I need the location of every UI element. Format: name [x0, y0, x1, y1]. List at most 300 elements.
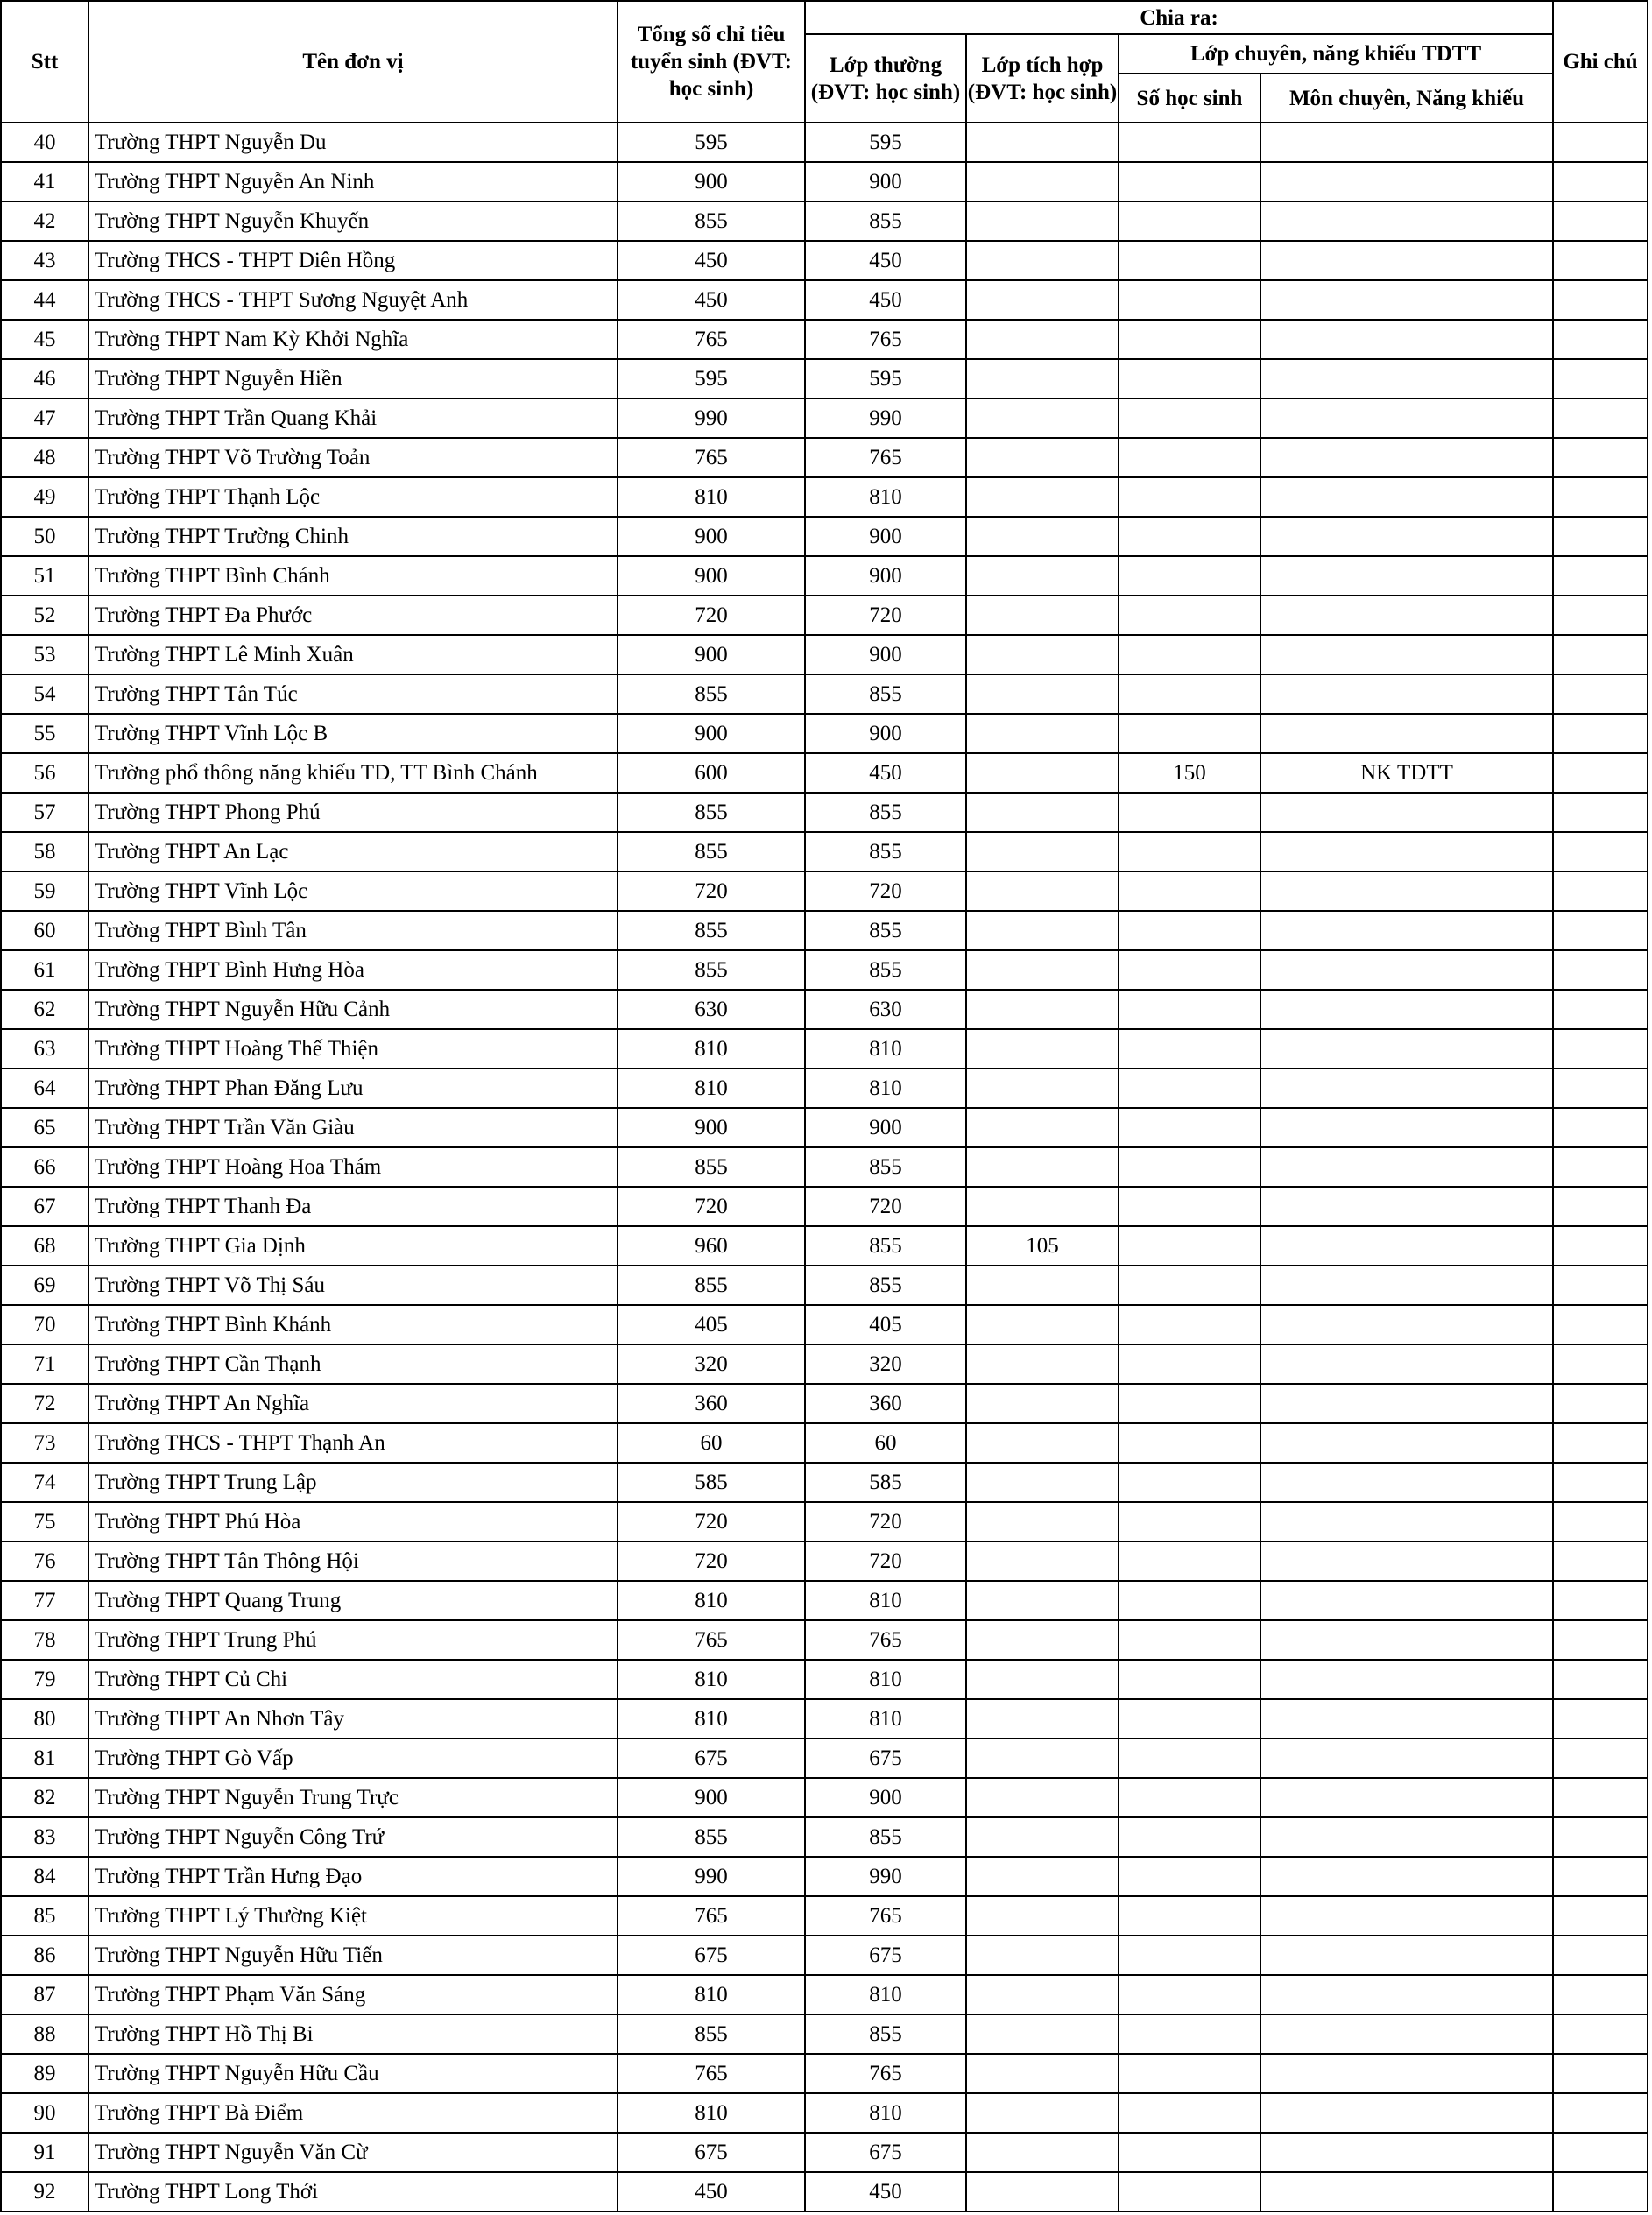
- cell-regular-class: 765: [805, 2054, 966, 2093]
- cell-student-count: [1119, 832, 1260, 871]
- cell-stt: 59: [1, 871, 88, 911]
- table-row: [1, 1620, 1648, 1660]
- cell-unit-name: Trường THPT Thạnh Lộc: [88, 477, 618, 517]
- cell-note: [1553, 399, 1648, 438]
- cell-note: [1553, 2014, 1648, 2054]
- cell-regular-class: 855: [805, 201, 966, 241]
- table-row: [1, 753, 1648, 793]
- cell-regular-class: 990: [805, 399, 966, 438]
- cell-note: [1553, 1069, 1648, 1108]
- cell-regular-class: 675: [805, 2133, 966, 2172]
- table-row: [1, 871, 1648, 911]
- cell-note: [1553, 1226, 1648, 1266]
- cell-total-quota: 855: [618, 1147, 805, 1187]
- cell-student-count: [1119, 1817, 1260, 1857]
- cell-stt: 64: [1, 1069, 88, 1108]
- cell-note: [1553, 1896, 1648, 1936]
- cell-total-quota: 405: [618, 1305, 805, 1344]
- cell-stt: 78: [1, 1620, 88, 1660]
- cell-student-count: [1119, 1305, 1260, 1344]
- cell-regular-class: 450: [805, 280, 966, 320]
- cell-regular-class: 450: [805, 2172, 966, 2211]
- cell-regular-class: 990: [805, 1857, 966, 1896]
- cell-specialized-subject: [1260, 1502, 1553, 1541]
- table-row: [1, 2054, 1648, 2093]
- cell-note: [1553, 556, 1648, 596]
- cell-stt: 85: [1, 1896, 88, 1936]
- cell-unit-name: Trường THPT Vĩnh Lộc: [88, 871, 618, 911]
- table-row: [1, 1305, 1648, 1344]
- cell-specialized-subject: [1260, 1817, 1553, 1857]
- cell-specialized-subject: [1260, 1620, 1553, 1660]
- header-specialized-class: Lớp chuyên, năng khiếu TDTT: [1119, 34, 1553, 74]
- cell-total-quota: 855: [618, 2014, 805, 2054]
- cell-student-count: [1119, 1739, 1260, 1778]
- cell-total-quota: 720: [618, 1187, 805, 1226]
- cell-specialized-subject: [1260, 438, 1553, 477]
- cell-student-count: [1119, 1541, 1260, 1581]
- table-row: [1, 438, 1648, 477]
- table-row: [1, 1463, 1648, 1502]
- cell-integrated-class: [966, 832, 1119, 871]
- cell-specialized-subject: [1260, 2093, 1553, 2133]
- cell-regular-class: 900: [805, 1108, 966, 1147]
- cell-student-count: [1119, 793, 1260, 832]
- cell-total-quota: 855: [618, 1817, 805, 1857]
- cell-student-count: [1119, 714, 1260, 753]
- cell-total-quota: 900: [618, 556, 805, 596]
- cell-note: [1553, 1147, 1648, 1187]
- cell-student-count: [1119, 1384, 1260, 1423]
- table-row: [1, 1896, 1648, 1936]
- cell-note: [1553, 1739, 1648, 1778]
- cell-stt: 48: [1, 438, 88, 477]
- cell-student-count: [1119, 556, 1260, 596]
- table-row: [1, 359, 1648, 399]
- cell-specialized-subject: [1260, 1463, 1553, 1502]
- cell-integrated-class: [966, 1739, 1119, 1778]
- cell-integrated-class: [966, 1896, 1119, 1936]
- cell-unit-name: Trường THPT Nguyễn Hữu Cảnh: [88, 990, 618, 1029]
- cell-regular-class: 720: [805, 1541, 966, 1581]
- cell-regular-class: 855: [805, 1147, 966, 1187]
- cell-total-quota: 855: [618, 832, 805, 871]
- cell-integrated-class: [966, 201, 1119, 241]
- cell-integrated-class: [966, 674, 1119, 714]
- cell-stt: 57: [1, 793, 88, 832]
- cell-unit-name: Trường THPT Bà Điểm: [88, 2093, 618, 2133]
- cell-stt: 56: [1, 753, 88, 793]
- cell-integrated-class: [966, 1463, 1119, 1502]
- cell-stt: 74: [1, 1463, 88, 1502]
- cell-integrated-class: [966, 1147, 1119, 1187]
- cell-unit-name: Trường THPT Nguyễn Công Trứ: [88, 1817, 618, 1857]
- table-row: [1, 793, 1648, 832]
- cell-student-count: [1119, 1108, 1260, 1147]
- cell-student-count: [1119, 477, 1260, 517]
- cell-specialized-subject: [1260, 517, 1553, 556]
- cell-integrated-class: [966, 2093, 1119, 2133]
- cell-stt: 61: [1, 950, 88, 990]
- cell-total-quota: 855: [618, 674, 805, 714]
- cell-stt: 49: [1, 477, 88, 517]
- cell-note: [1553, 1029, 1648, 1069]
- cell-stt: 73: [1, 1423, 88, 1463]
- cell-unit-name: Trường THPT Đa Phước: [88, 596, 618, 635]
- cell-total-quota: 855: [618, 1266, 805, 1305]
- table-row: [1, 1344, 1648, 1384]
- cell-total-quota: 320: [618, 1344, 805, 1384]
- cell-regular-class: 720: [805, 596, 966, 635]
- cell-note: [1553, 793, 1648, 832]
- table-row: [1, 950, 1648, 990]
- cell-stt: 53: [1, 635, 88, 674]
- cell-stt: 51: [1, 556, 88, 596]
- cell-stt: 69: [1, 1266, 88, 1305]
- cell-unit-name: Trường THPT Lê Minh Xuân: [88, 635, 618, 674]
- table-row: [1, 2093, 1648, 2133]
- cell-note: [1553, 280, 1648, 320]
- cell-total-quota: 810: [618, 2093, 805, 2133]
- cell-note: [1553, 753, 1648, 793]
- cell-student-count: [1119, 241, 1260, 280]
- cell-stt: 72: [1, 1384, 88, 1423]
- cell-stt: 41: [1, 162, 88, 201]
- cell-integrated-class: [966, 241, 1119, 280]
- cell-unit-name: Trường THPT Thanh Đa: [88, 1187, 618, 1226]
- table-row: [1, 1778, 1648, 1817]
- cell-regular-class: 855: [805, 2014, 966, 2054]
- cell-specialized-subject: [1260, 1975, 1553, 2014]
- table-header: [1, 1, 1648, 123]
- cell-unit-name: Trường THPT Gò Vấp: [88, 1739, 618, 1778]
- cell-stt: 62: [1, 990, 88, 1029]
- cell-integrated-class: [966, 1344, 1119, 1384]
- cell-unit-name: Trường THPT Hồ Thị Bi: [88, 2014, 618, 2054]
- cell-unit-name: Trường THPT Trung Phú: [88, 1620, 618, 1660]
- cell-specialized-subject: [1260, 1857, 1553, 1896]
- cell-total-quota: 595: [618, 359, 805, 399]
- cell-specialized-subject: [1260, 1699, 1553, 1739]
- cell-regular-class: 585: [805, 1463, 966, 1502]
- cell-student-count: [1119, 1896, 1260, 1936]
- cell-unit-name: Trường THPT Nam Kỳ Khởi Nghĩa: [88, 320, 618, 359]
- cell-stt: 45: [1, 320, 88, 359]
- cell-regular-class: 405: [805, 1305, 966, 1344]
- cell-regular-class: 810: [805, 1581, 966, 1620]
- cell-student-count: [1119, 2014, 1260, 2054]
- cell-specialized-subject: [1260, 1069, 1553, 1108]
- table-row: [1, 1857, 1648, 1896]
- cell-total-quota: 810: [618, 477, 805, 517]
- cell-unit-name: Trường THCS - THPT Diên Hồng: [88, 241, 618, 280]
- cell-integrated-class: [966, 162, 1119, 201]
- cell-unit-name: Trường THPT Hoàng Hoa Thám: [88, 1147, 618, 1187]
- cell-note: [1553, 635, 1648, 674]
- cell-stt: 75: [1, 1502, 88, 1541]
- cell-stt: 42: [1, 201, 88, 241]
- cell-student-count: 150: [1119, 753, 1260, 793]
- cell-student-count: [1119, 1266, 1260, 1305]
- cell-regular-class: 675: [805, 1739, 966, 1778]
- table-row: [1, 635, 1648, 674]
- cell-regular-class: 720: [805, 871, 966, 911]
- cell-unit-name: Trường THPT Trường Chinh: [88, 517, 618, 556]
- table-row: [1, 1699, 1648, 1739]
- table-row: [1, 1384, 1648, 1423]
- cell-total-quota: 450: [618, 2172, 805, 2211]
- cell-specialized-subject: [1260, 1423, 1553, 1463]
- cell-total-quota: 720: [618, 1541, 805, 1581]
- header-specialized-subject: Môn chuyên, Năng khiếu: [1260, 74, 1553, 123]
- cell-stt: 40: [1, 123, 88, 162]
- cell-student-count: [1119, 2093, 1260, 2133]
- header-breakdown: Chia ra:: [805, 1, 1553, 34]
- cell-integrated-class: [966, 2014, 1119, 2054]
- cell-note: [1553, 1975, 1648, 2014]
- cell-stt: 52: [1, 596, 88, 635]
- cell-total-quota: 765: [618, 2054, 805, 2093]
- cell-stt: 89: [1, 2054, 88, 2093]
- table-row: [1, 201, 1648, 241]
- cell-total-quota: 765: [618, 1896, 805, 1936]
- cell-total-quota: 675: [618, 2133, 805, 2172]
- cell-regular-class: 855: [805, 1226, 966, 1266]
- cell-integrated-class: [966, 1108, 1119, 1147]
- cell-regular-class: 810: [805, 1029, 966, 1069]
- cell-unit-name: Trường THPT Phú Hòa: [88, 1502, 618, 1541]
- cell-unit-name: Trường THPT Quang Trung: [88, 1581, 618, 1620]
- table-row: [1, 832, 1648, 871]
- cell-stt: 65: [1, 1108, 88, 1147]
- cell-regular-class: 720: [805, 1502, 966, 1541]
- cell-unit-name: Trường THPT Nguyễn Hữu Cầu: [88, 2054, 618, 2093]
- cell-integrated-class: [966, 359, 1119, 399]
- cell-note: [1553, 438, 1648, 477]
- cell-integrated-class: [966, 1502, 1119, 1541]
- cell-student-count: [1119, 123, 1260, 162]
- table-row: [1, 1502, 1648, 1541]
- cell-student-count: [1119, 1344, 1260, 1384]
- cell-specialized-subject: [1260, 1581, 1553, 1620]
- cell-unit-name: Trường phổ thông năng khiếu TD, TT Bình Chánh: [88, 753, 618, 793]
- table-row: [1, 399, 1648, 438]
- cell-specialized-subject: [1260, 201, 1553, 241]
- cell-total-quota: 900: [618, 1108, 805, 1147]
- cell-total-quota: 600: [618, 753, 805, 793]
- cell-integrated-class: [966, 320, 1119, 359]
- cell-total-quota: 360: [618, 1384, 805, 1423]
- cell-unit-name: Trường THPT Gia Định: [88, 1226, 618, 1266]
- cell-integrated-class: [966, 1660, 1119, 1699]
- cell-student-count: [1119, 1423, 1260, 1463]
- cell-total-quota: 810: [618, 1069, 805, 1108]
- table-row: [1, 714, 1648, 753]
- cell-stt: 54: [1, 674, 88, 714]
- cell-integrated-class: [966, 1620, 1119, 1660]
- cell-student-count: [1119, 1029, 1260, 1069]
- cell-unit-name: Trường THPT Trần Văn Giàu: [88, 1108, 618, 1147]
- cell-specialized-subject: [1260, 1660, 1553, 1699]
- cell-total-quota: 720: [618, 871, 805, 911]
- cell-regular-class: 810: [805, 2093, 966, 2133]
- table-row: [1, 911, 1648, 950]
- cell-total-quota: 765: [618, 320, 805, 359]
- cell-note: [1553, 201, 1648, 241]
- cell-integrated-class: [966, 793, 1119, 832]
- cell-student-count: [1119, 1226, 1260, 1266]
- table-row: [1, 162, 1648, 201]
- cell-regular-class: 595: [805, 359, 966, 399]
- cell-regular-class: 900: [805, 1778, 966, 1817]
- cell-regular-class: 855: [805, 1266, 966, 1305]
- header-student-count: Số học sinh: [1119, 74, 1260, 123]
- cell-integrated-class: [966, 1541, 1119, 1581]
- table-row: [1, 2014, 1648, 2054]
- cell-regular-class: 900: [805, 517, 966, 556]
- cell-unit-name: Trường THPT Long Thới: [88, 2172, 618, 2211]
- cell-specialized-subject: [1260, 1541, 1553, 1581]
- table-row: [1, 280, 1648, 320]
- cell-integrated-class: [966, 1857, 1119, 1896]
- cell-total-quota: 810: [618, 1699, 805, 1739]
- cell-integrated-class: [966, 477, 1119, 517]
- cell-note: [1553, 162, 1648, 201]
- cell-unit-name: Trường THCS - THPT Thạnh An: [88, 1423, 618, 1463]
- cell-stt: 58: [1, 832, 88, 871]
- cell-specialized-subject: [1260, 280, 1553, 320]
- cell-note: [1553, 1660, 1648, 1699]
- cell-unit-name: Trường THPT Nguyễn Hiền: [88, 359, 618, 399]
- cell-student-count: [1119, 399, 1260, 438]
- cell-student-count: [1119, 1581, 1260, 1620]
- cell-regular-class: 450: [805, 241, 966, 280]
- table-body: [1, 123, 1648, 2211]
- cell-unit-name: Trường THPT Nguyễn Trung Trực: [88, 1778, 618, 1817]
- table-row: [1, 477, 1648, 517]
- cell-specialized-subject: [1260, 399, 1553, 438]
- cell-specialized-subject: [1260, 123, 1553, 162]
- cell-total-quota: 900: [618, 517, 805, 556]
- cell-note: [1553, 123, 1648, 162]
- cell-regular-class: 595: [805, 123, 966, 162]
- cell-total-quota: 630: [618, 990, 805, 1029]
- cell-unit-name: Trường THPT Củ Chi: [88, 1660, 618, 1699]
- cell-total-quota: 855: [618, 201, 805, 241]
- cell-integrated-class: [966, 123, 1119, 162]
- cell-stt: 47: [1, 399, 88, 438]
- cell-integrated-class: [966, 1699, 1119, 1739]
- cell-specialized-subject: [1260, 2014, 1553, 2054]
- cell-specialized-subject: [1260, 714, 1553, 753]
- cell-student-count: [1119, 1620, 1260, 1660]
- cell-integrated-class: [966, 1069, 1119, 1108]
- table-row: [1, 1975, 1648, 2014]
- cell-specialized-subject: [1260, 832, 1553, 871]
- cell-specialized-subject: [1260, 1147, 1553, 1187]
- cell-regular-class: 855: [805, 950, 966, 990]
- cell-total-quota: 855: [618, 793, 805, 832]
- cell-stt: 77: [1, 1581, 88, 1620]
- cell-specialized-subject: [1260, 990, 1553, 1029]
- cell-student-count: [1119, 2172, 1260, 2211]
- cell-student-count: [1119, 1502, 1260, 1541]
- cell-stt: 44: [1, 280, 88, 320]
- cell-total-quota: 990: [618, 399, 805, 438]
- cell-student-count: [1119, 1187, 1260, 1226]
- cell-note: [1553, 1541, 1648, 1581]
- cell-total-quota: 595: [618, 123, 805, 162]
- cell-regular-class: 765: [805, 320, 966, 359]
- cell-integrated-class: [966, 714, 1119, 753]
- cell-stt: 81: [1, 1739, 88, 1778]
- cell-total-quota: 900: [618, 714, 805, 753]
- cell-specialized-subject: [1260, 1187, 1553, 1226]
- cell-note: [1553, 1778, 1648, 1817]
- cell-unit-name: Trường THPT Tân Thông Hội: [88, 1541, 618, 1581]
- cell-note: [1553, 1620, 1648, 1660]
- cell-unit-name: Trường THPT Nguyễn Văn Cừ: [88, 2133, 618, 2172]
- cell-stt: 50: [1, 517, 88, 556]
- cell-integrated-class: [966, 911, 1119, 950]
- cell-unit-name: Trường THPT Trần Hưng Đạo: [88, 1857, 618, 1896]
- cell-unit-name: Trường THPT Phạm Văn Sáng: [88, 1975, 618, 2014]
- cell-total-quota: 855: [618, 911, 805, 950]
- cell-regular-class: 855: [805, 793, 966, 832]
- table-row: [1, 320, 1648, 359]
- cell-specialized-subject: [1260, 2172, 1553, 2211]
- cell-stt: 71: [1, 1344, 88, 1384]
- cell-note: [1553, 2133, 1648, 2172]
- cell-note: [1553, 1502, 1648, 1541]
- cell-total-quota: 765: [618, 1620, 805, 1660]
- cell-unit-name: Trường THPT Vĩnh Lộc B: [88, 714, 618, 753]
- cell-note: [1553, 950, 1648, 990]
- cell-student-count: [1119, 1936, 1260, 1975]
- cell-stt: 80: [1, 1699, 88, 1739]
- cell-regular-class: 900: [805, 556, 966, 596]
- table-row: [1, 1541, 1648, 1581]
- cell-note: [1553, 1423, 1648, 1463]
- cell-stt: 79: [1, 1660, 88, 1699]
- table-row: [1, 990, 1648, 1029]
- cell-student-count: [1119, 201, 1260, 241]
- cell-student-count: [1119, 517, 1260, 556]
- cell-specialized-subject: [1260, 162, 1553, 201]
- cell-total-quota: 585: [618, 1463, 805, 1502]
- cell-specialized-subject: [1260, 1896, 1553, 1936]
- cell-integrated-class: [966, 280, 1119, 320]
- cell-stt: 83: [1, 1817, 88, 1857]
- cell-specialized-subject: [1260, 1226, 1553, 1266]
- cell-note: [1553, 871, 1648, 911]
- cell-student-count: [1119, 1069, 1260, 1108]
- table-row: [1, 1423, 1648, 1463]
- cell-integrated-class: [966, 1975, 1119, 2014]
- cell-student-count: [1119, 162, 1260, 201]
- cell-regular-class: 60: [805, 1423, 966, 1463]
- cell-student-count: [1119, 1147, 1260, 1187]
- cell-student-count: [1119, 990, 1260, 1029]
- table-row: [1, 123, 1648, 162]
- cell-integrated-class: [966, 1581, 1119, 1620]
- cell-specialized-subject: [1260, 793, 1553, 832]
- cell-integrated-class: [966, 1817, 1119, 1857]
- cell-specialized-subject: [1260, 1778, 1553, 1817]
- cell-unit-name: Trường THPT An Nghĩa: [88, 1384, 618, 1423]
- cell-integrated-class: [966, 556, 1119, 596]
- cell-regular-class: 900: [805, 635, 966, 674]
